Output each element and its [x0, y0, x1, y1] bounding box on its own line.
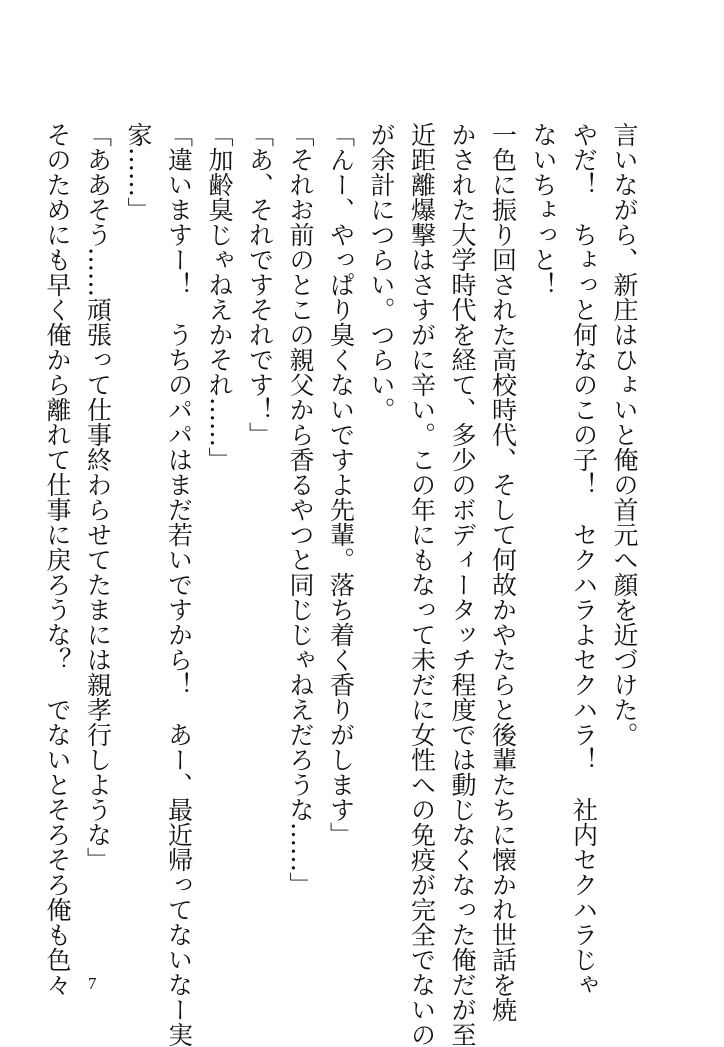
text-line: 「加齢臭じゃねえかそれ……」	[205, 122, 234, 472]
text-line: 言いながら、新庄はひょいと俺の首元へ顔を近づけた。	[610, 122, 639, 747]
body-text	[37, 122, 645, 1047]
text-line: ないちょっと！	[529, 122, 558, 297]
text-line: 「違いますー！ うちのパパはまだ若いですから！ あー、最近帰ってないなー実	[164, 122, 194, 1047]
text-line: 一色に振り回された高校時代、そして何故かやたらと後輩たちに懐かれ世話を焼	[488, 122, 518, 1022]
text-line: が余計につらい。つらい。	[367, 122, 396, 422]
text-line: 近距離爆撃はさすがに辛い。この年にもなって未だに女性への免疫が完全でないの	[407, 122, 437, 1047]
text-line: 「ああそう……頑張って仕事終わらせてたまには親孝行しような」	[83, 122, 113, 872]
text-line: 「それお前のとこの親父から香るやつと同じじゃねえだろうな……」	[286, 122, 315, 897]
text-line: そのためにも早く俺から離れて仕事に戻ろうな？ でないとそろそろ俺も色々	[43, 122, 72, 997]
text-line: 「んー、やっぱり臭くないですよ先輩。落ち着く香りがします」	[326, 122, 356, 847]
text-line: かされた大学時代を経て、多少のボディータッチ程度では動じなくなった俺だが至	[448, 122, 477, 1047]
text-line: やだ！ ちょっと何なのこの子！ セクハラよセクハラ！ 社内セクハラじゃ	[569, 122, 599, 997]
page-number: 7	[88, 974, 97, 993]
text-line: 「あ、それですそれです！」	[245, 122, 275, 447]
text-line: 家……」	[124, 122, 153, 222]
